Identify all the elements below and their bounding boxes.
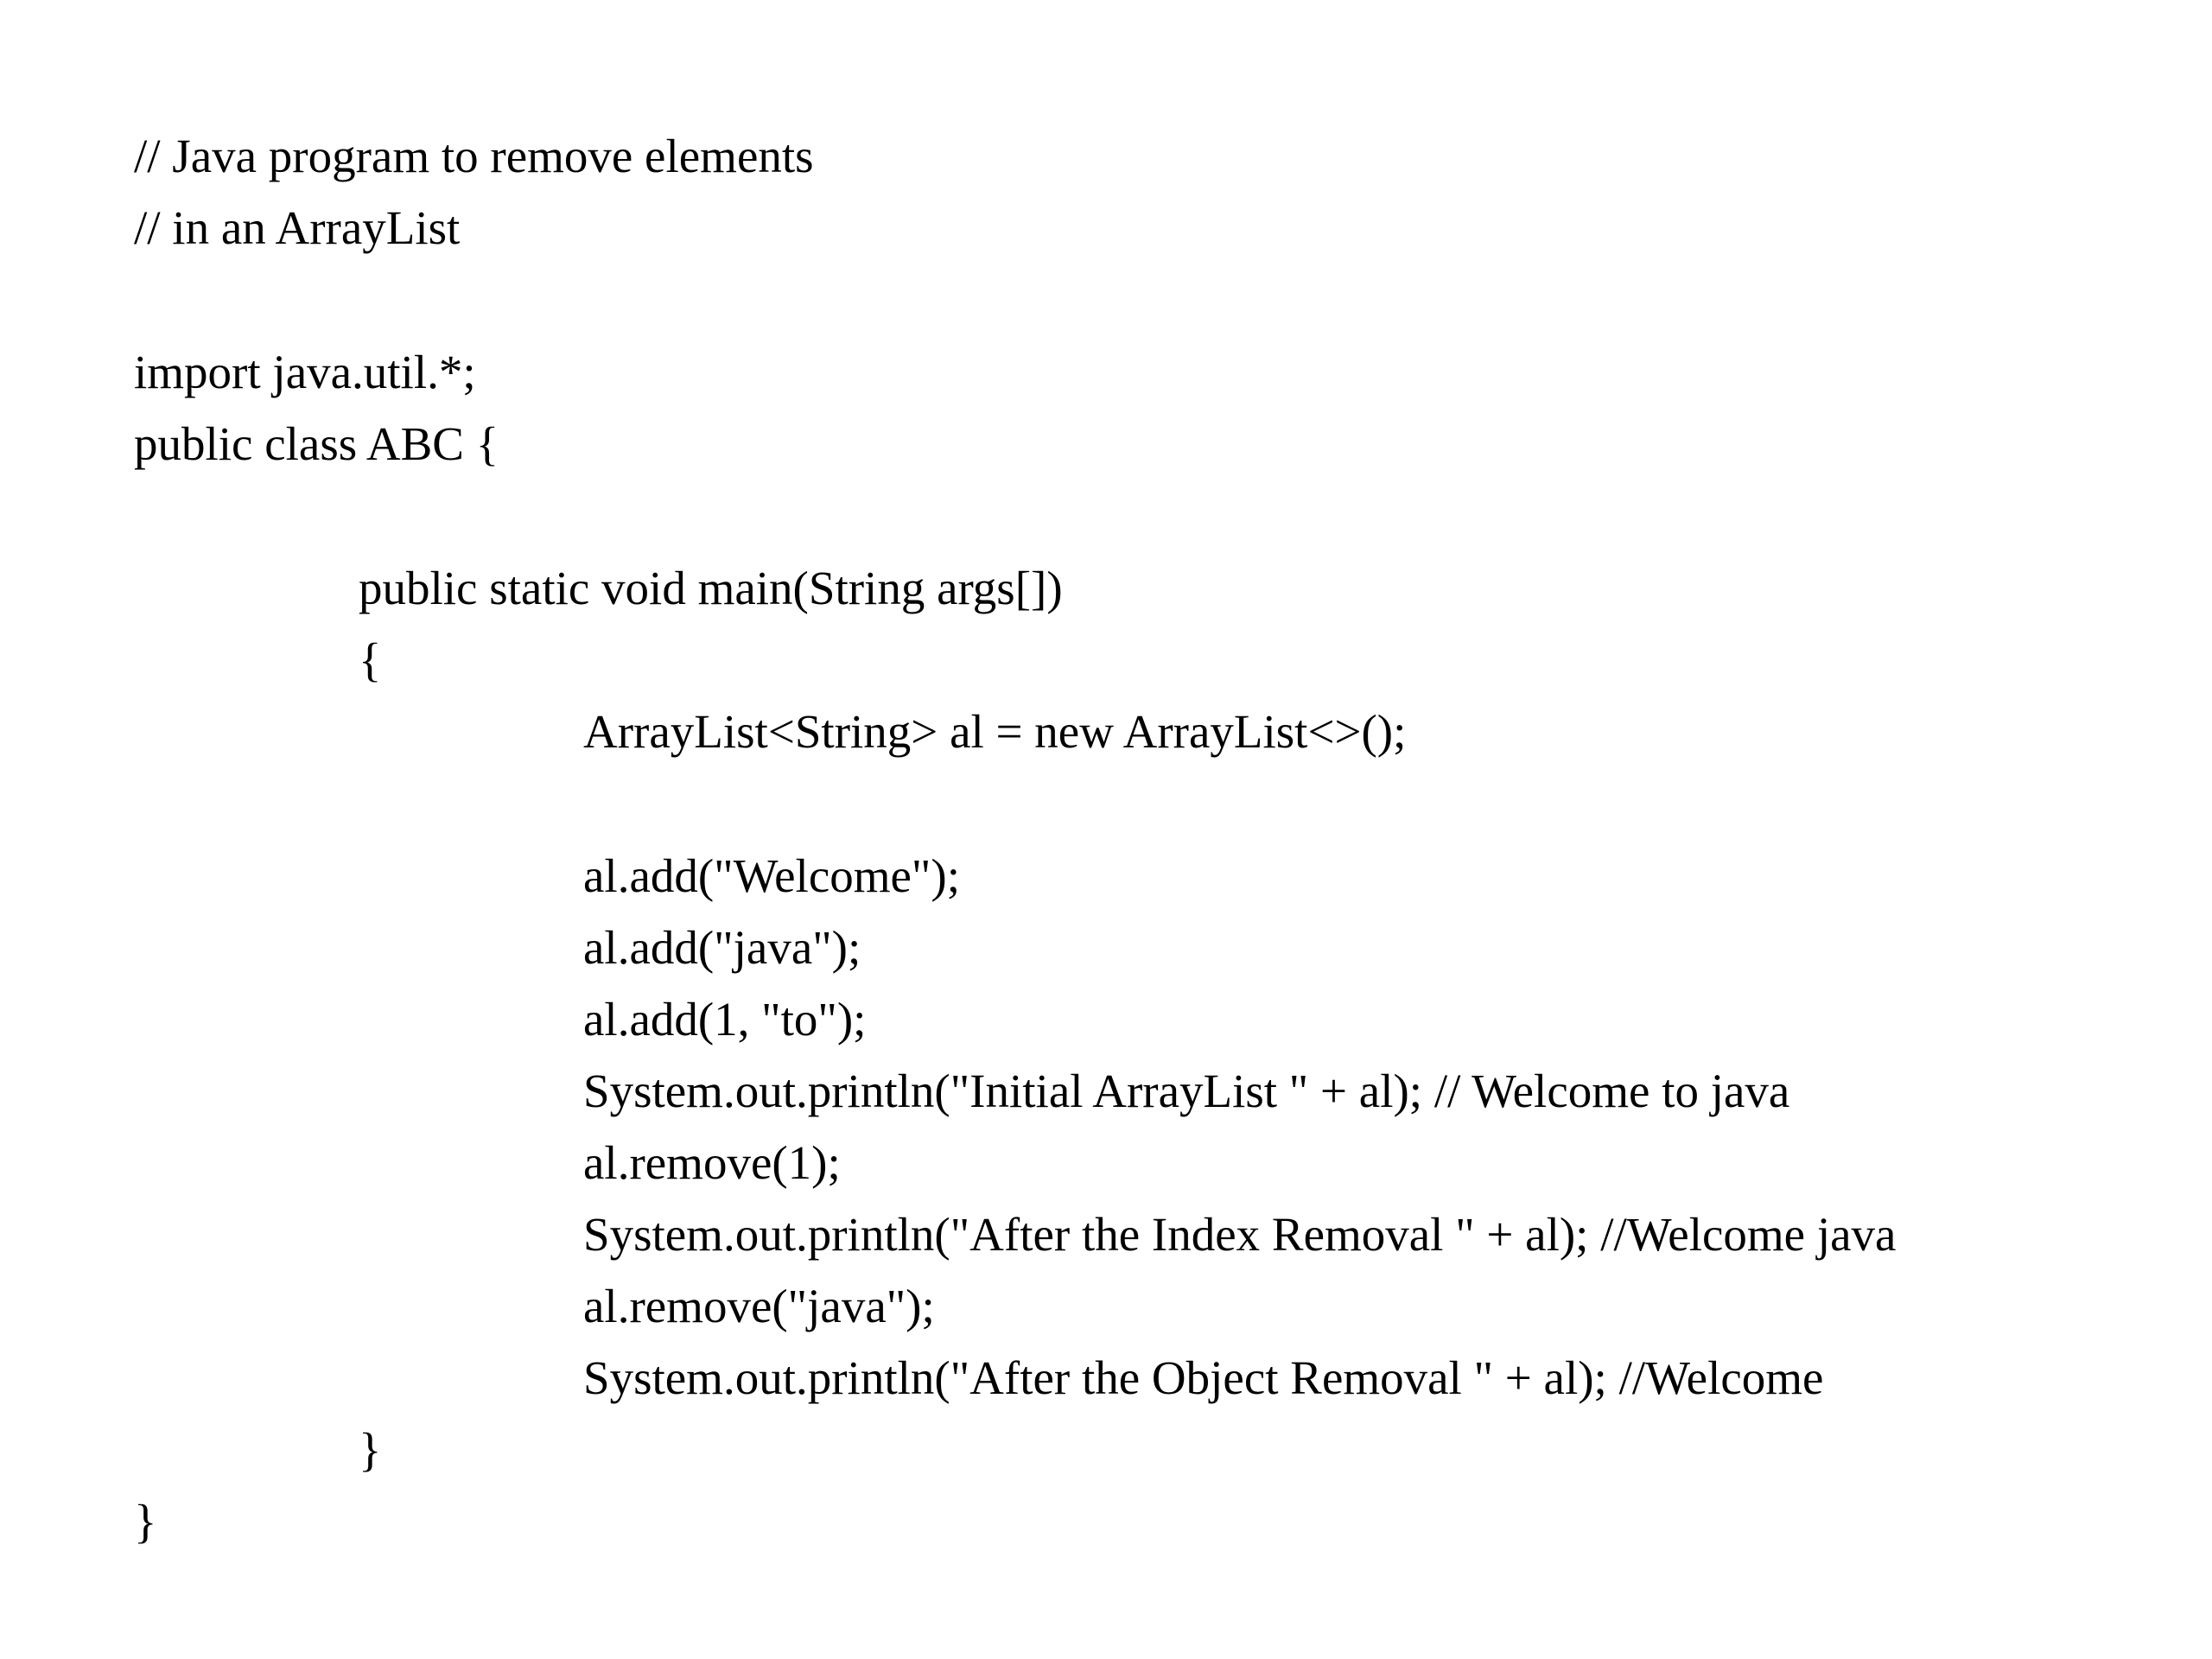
class-close-brace-line: } [134,1495,157,1548]
print-index-removal-line: System.out.println("After the Index Removal " + al); //Welcome java [583,1208,1897,1261]
import-line: import java.util.*; [134,346,476,398]
remove-object-line: al.remove("java"); [583,1280,935,1332]
main-method-signature-line: public static void main(String args[]) [359,562,1063,614]
print-initial-line: System.out.println("Initial ArrayList " + al); // Welcome to java [583,1065,1790,1117]
print-object-removal-line: System.out.println("After the Object Removal " + al); //Welcome [583,1351,1824,1404]
add-java-line: al.add("java"); [583,921,861,974]
class-declaration-line: public class ABC { [134,417,499,470]
comment-line-2: // in an ArrayList [134,201,461,254]
comment-line-1: // Java program to remove elements [134,130,814,182]
method-close-brace-line: } [359,1423,382,1476]
arraylist-declaration-line: ArrayList<String> al = new ArrayList<>(); [583,705,1407,758]
method-open-brace-line: { [359,633,382,686]
add-welcome-line: al.add("Welcome"); [583,849,960,902]
add-to-line: al.add(1, "to"); [583,993,867,1046]
remove-index-line: al.remove(1); [583,1136,841,1189]
